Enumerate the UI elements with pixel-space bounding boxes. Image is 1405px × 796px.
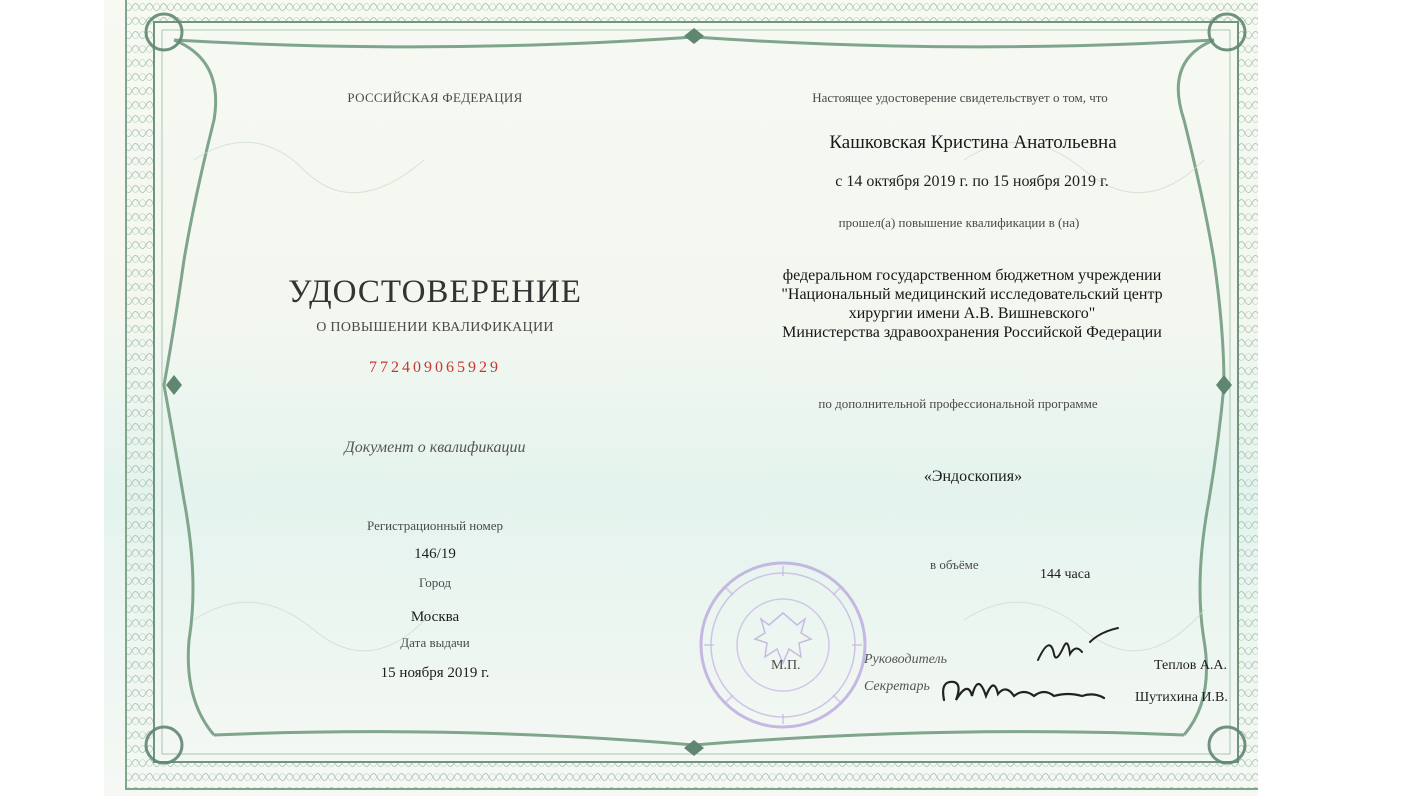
program-value: «Эндоскопия» (923, 468, 1023, 485)
institution-line-1: федеральном государственном бюджетном учреждении (782, 267, 1162, 284)
volume-label: в объёме (930, 557, 979, 572)
volume-value: 144 часа (1040, 567, 1091, 582)
country-label: РОССИЙСКАЯ ФЕДЕРАЦИЯ (347, 90, 523, 105)
serial-number: 772409065929 (369, 359, 501, 376)
city-value: Москва (410, 609, 460, 625)
document-subtitle: О ПОВЫШЕНИИ КВАЛИФИКАЦИИ (316, 320, 554, 335)
reg-number-label: Регистрационный номер (367, 518, 503, 533)
city-label: Город (418, 575, 452, 590)
holder-name: Кашковская Кристина Анатольевна (829, 132, 1117, 153)
seal-label: М.П. (771, 658, 801, 673)
program-label: по дополнительной профессиональной программе (818, 396, 1098, 411)
training-period: с 14 октября 2019 г. по 15 ноября 2019 г. (835, 173, 1109, 190)
issue-date-value: 15 ноября 2019 г. (380, 665, 490, 681)
intro-text: Настоящее удостоверение свидетельствует о том, что (812, 90, 1108, 105)
official-stamp (696, 558, 870, 732)
secretary-label: Секретарь (864, 679, 930, 694)
certificate-document (104, 0, 1258, 796)
secretary-signature (934, 666, 1114, 716)
secretary-name: Шутихина И.В. (1135, 690, 1228, 705)
head-name: Теплов А.А. (1154, 658, 1228, 673)
institution-line-4: Министерства здравоохранения Российской Федерации (782, 324, 1162, 341)
institution-line-3: хирургии имени А.В. Вишневского" (848, 305, 1096, 322)
document-title: УДОСТОВЕРЕНИЕ (288, 274, 582, 310)
institution-line-2: "Национальный медицинский исследовательский центр (781, 286, 1163, 303)
document-type: Документ о квалификации (344, 439, 526, 456)
head-signature (1020, 624, 1130, 672)
institution-block (781, 266, 1162, 342)
reg-number-value: 146/19 (414, 546, 456, 562)
head-label: Руководитель (864, 652, 948, 667)
issue-date-label: Дата выдачи (400, 635, 470, 650)
passed-text: прошел(а) повышение квалификации в (на) (838, 215, 1080, 230)
